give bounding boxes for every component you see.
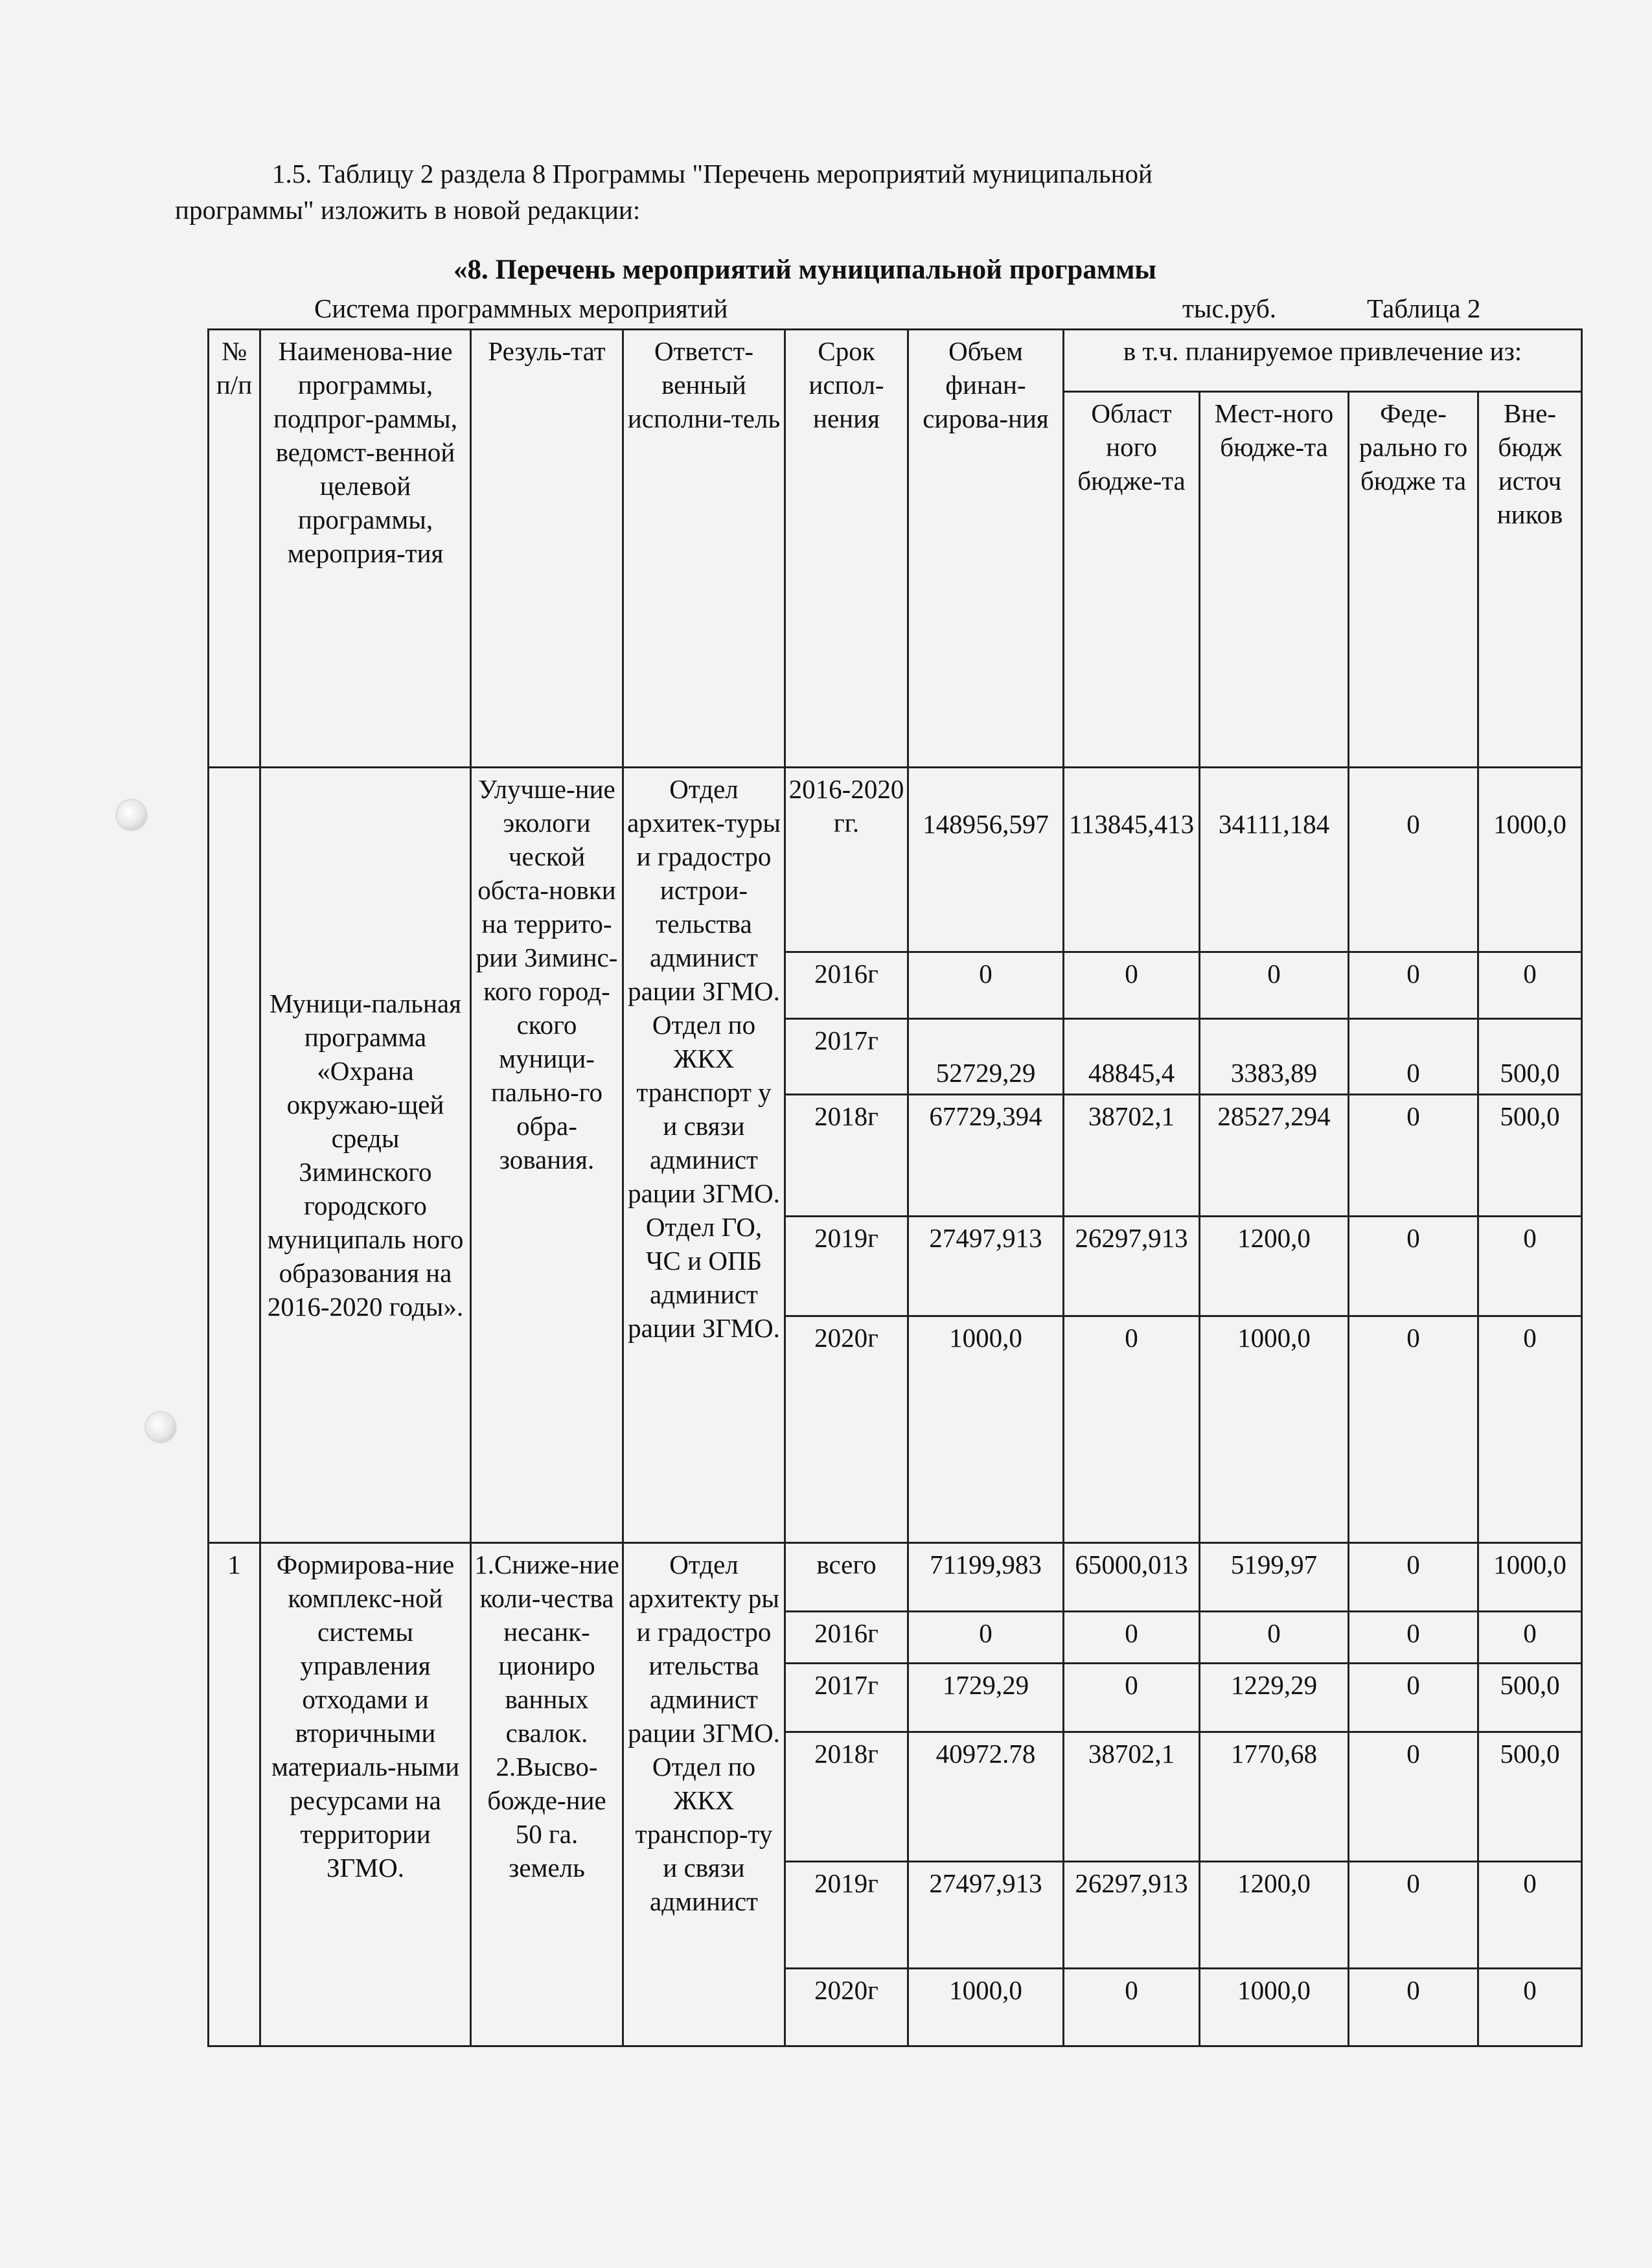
- punch-hole-top: [117, 800, 146, 830]
- term-cell: 2020г: [785, 1316, 908, 1543]
- header-executor: Ответст-венный исполни-тель: [623, 330, 785, 768]
- extra-cell: 1000,0: [1478, 768, 1582, 952]
- regional-cell: 48845,4: [1064, 1019, 1200, 1095]
- regional-cell: 38702,1: [1064, 1732, 1200, 1862]
- header-name: Наименова-ние программы, подпрог-раммы, ведомст-венной целевой программы, мероприя-тия: [260, 330, 471, 768]
- regional-cell: 38702,1: [1064, 1095, 1200, 1217]
- punch-hole-bottom: [146, 1412, 176, 1442]
- federal-cell: 0: [1349, 1664, 1478, 1732]
- header-row: [209, 330, 1582, 392]
- volume-cell: 27497,913: [908, 1217, 1064, 1316]
- regional-cell: 65000,013: [1064, 1543, 1200, 1612]
- term-cell: 2017г: [785, 1019, 908, 1095]
- table-row: [209, 1543, 1582, 1612]
- extra-cell: 0: [1478, 1217, 1582, 1316]
- extra-cell: 500,0: [1478, 1732, 1582, 1862]
- local-cell: 3383,89: [1200, 1019, 1349, 1095]
- intro-line-1: 1.5. Таблицу 2 раздела 8 Программы "Перечень мероприятий муниципальной: [272, 159, 1153, 189]
- volume-cell: 0: [908, 1612, 1064, 1664]
- local-cell: 1200,0: [1200, 1862, 1349, 1969]
- federal-cell: 0: [1349, 768, 1478, 952]
- volume-cell: 67729,394: [908, 1095, 1064, 1217]
- term-cell: 2016г: [785, 952, 908, 1019]
- local-cell: 1200,0: [1200, 1217, 1349, 1316]
- program-num: [209, 768, 260, 1543]
- extra-cell: 0: [1478, 1969, 1582, 2046]
- term-cell: 2018г: [785, 1732, 908, 1862]
- term-cell: 2017г: [785, 1664, 908, 1732]
- federal-cell: 0: [1349, 1543, 1478, 1612]
- local-cell: 1770,68: [1200, 1732, 1349, 1862]
- volume-cell: 27497,913: [908, 1862, 1064, 1969]
- regional-cell: 26297,913: [1064, 1217, 1200, 1316]
- local-cell: 0: [1200, 952, 1349, 1019]
- term-cell: всего: [785, 1543, 908, 1612]
- extra-cell: 0: [1478, 1862, 1582, 1969]
- regional-cell: 0: [1064, 952, 1200, 1019]
- term-cell: 2016-2020 гг.: [785, 768, 908, 952]
- header-term: Срок испол-нения: [785, 330, 908, 768]
- measure-name: Формирова-ние комплекс-ной системы управления отходами и вторичными материаль-ными ресурсами на территории ЗГМО.: [260, 1543, 471, 2046]
- local-cell: 1000,0: [1200, 1316, 1349, 1543]
- table-row: [209, 768, 1582, 952]
- volume-cell: 148956,597: [908, 768, 1064, 952]
- extra-cell: 0: [1478, 1316, 1582, 1543]
- volume-cell: 1000,0: [908, 1969, 1064, 2046]
- term-cell: 2020г: [785, 1969, 908, 2046]
- volume-cell: 1000,0: [908, 1316, 1064, 1543]
- measure-result: 1.Сниже-ние коли-чества несанк-циониро ванных свалок. 2.Высво-божде-ние 50 га. земель: [471, 1543, 623, 2046]
- extra-cell: 1000,0: [1478, 1543, 1582, 1612]
- term-cell: 2019г: [785, 1862, 908, 1969]
- federal-cell: 0: [1349, 1862, 1478, 1969]
- federal-cell: 0: [1349, 1316, 1478, 1543]
- federal-cell: 0: [1349, 952, 1478, 1019]
- intro-paragraph: [175, 155, 1503, 228]
- program-result: Улучше-ние экологи ческой обста-новки на террито-рии Зиминс-кого город-ского муници-пально-го обра-зования.: [471, 768, 623, 1543]
- local-cell: 5199,97: [1200, 1543, 1349, 1612]
- volume-cell: 0: [908, 952, 1064, 1019]
- header-volume: Объем финан-сирова-ния: [908, 330, 1064, 768]
- header-extrabudget: Вне-бюдж источ ников: [1478, 392, 1582, 768]
- header-including: в т.ч. планируемое привлечение из:: [1064, 330, 1582, 392]
- subtitle-units: тыс.руб.: [1182, 293, 1276, 323]
- measure-num: 1: [209, 1543, 260, 2046]
- header-num: № п/п: [209, 330, 260, 768]
- federal-cell: 0: [1349, 1019, 1478, 1095]
- federal-cell: 0: [1349, 1732, 1478, 1862]
- volume-cell: 52729,29: [908, 1019, 1064, 1095]
- extra-cell: 500,0: [1478, 1019, 1582, 1095]
- volume-cell: 40972.78: [908, 1732, 1064, 1862]
- regional-cell: 0: [1064, 1316, 1200, 1543]
- extra-cell: 0: [1478, 952, 1582, 1019]
- regional-cell: 0: [1064, 1612, 1200, 1664]
- term-cell: 2019г: [785, 1217, 908, 1316]
- federal-cell: 0: [1349, 1095, 1478, 1217]
- header-result: Резуль-тат: [471, 330, 623, 768]
- regional-cell: 0: [1064, 1969, 1200, 2046]
- subtitle-table-number: Таблица 2: [1367, 293, 1481, 323]
- local-cell: 0: [1200, 1612, 1349, 1664]
- federal-cell: 0: [1349, 1969, 1478, 2046]
- header-local: Мест-ного бюдже-та: [1200, 392, 1349, 768]
- local-cell: 28527,294: [1200, 1095, 1349, 1217]
- local-cell: 1000,0: [1200, 1969, 1349, 2046]
- federal-cell: 0: [1349, 1217, 1478, 1316]
- measure-executor: Отдел архитекту ры и градостро ительства админист рации ЗГМО. Отдел по ЖКХ транспор-ту и связи админист: [623, 1543, 785, 2046]
- measures-table: [207, 328, 1583, 2047]
- regional-cell: 113845,413: [1064, 768, 1200, 952]
- program-name: Муници-пальная программа «Охрана окружаю-щей среды Зиминского городского муниципаль ного образования на 2016-2020 годы».: [260, 768, 471, 1543]
- program-executor: Отдел архитек-туры и градостро истрои-тельства админист рации ЗГМО. Отдел по ЖКХ транспорт у и связи админист рации ЗГМО. Отдел ГО, ЧС и ОПБ админист рации ЗГМО.: [623, 768, 785, 1543]
- intro-line-2: программы" изложить в новой редакции:: [175, 195, 641, 225]
- term-cell: 2016г: [785, 1612, 908, 1664]
- section-title: «8. Перечень мероприятий муниципальной программы: [453, 255, 1156, 285]
- volume-cell: 1729,29: [908, 1664, 1064, 1732]
- extra-cell: 500,0: [1478, 1664, 1582, 1732]
- header-federal: Феде-рально го бюдже та: [1349, 392, 1478, 768]
- regional-cell: 0: [1064, 1664, 1200, 1732]
- federal-cell: 0: [1349, 1612, 1478, 1664]
- term-cell: 2018г: [785, 1095, 908, 1217]
- regional-cell: 26297,913: [1064, 1862, 1200, 1969]
- header-regional: Област ного бюдже-та: [1064, 392, 1200, 768]
- extra-cell: 500,0: [1478, 1095, 1582, 1217]
- extra-cell: 0: [1478, 1612, 1582, 1664]
- local-cell: 1229,29: [1200, 1664, 1349, 1732]
- volume-cell: 71199,983: [908, 1543, 1064, 1612]
- local-cell: 34111,184: [1200, 768, 1349, 952]
- subtitle-left: Система программных мероприятий: [314, 293, 728, 323]
